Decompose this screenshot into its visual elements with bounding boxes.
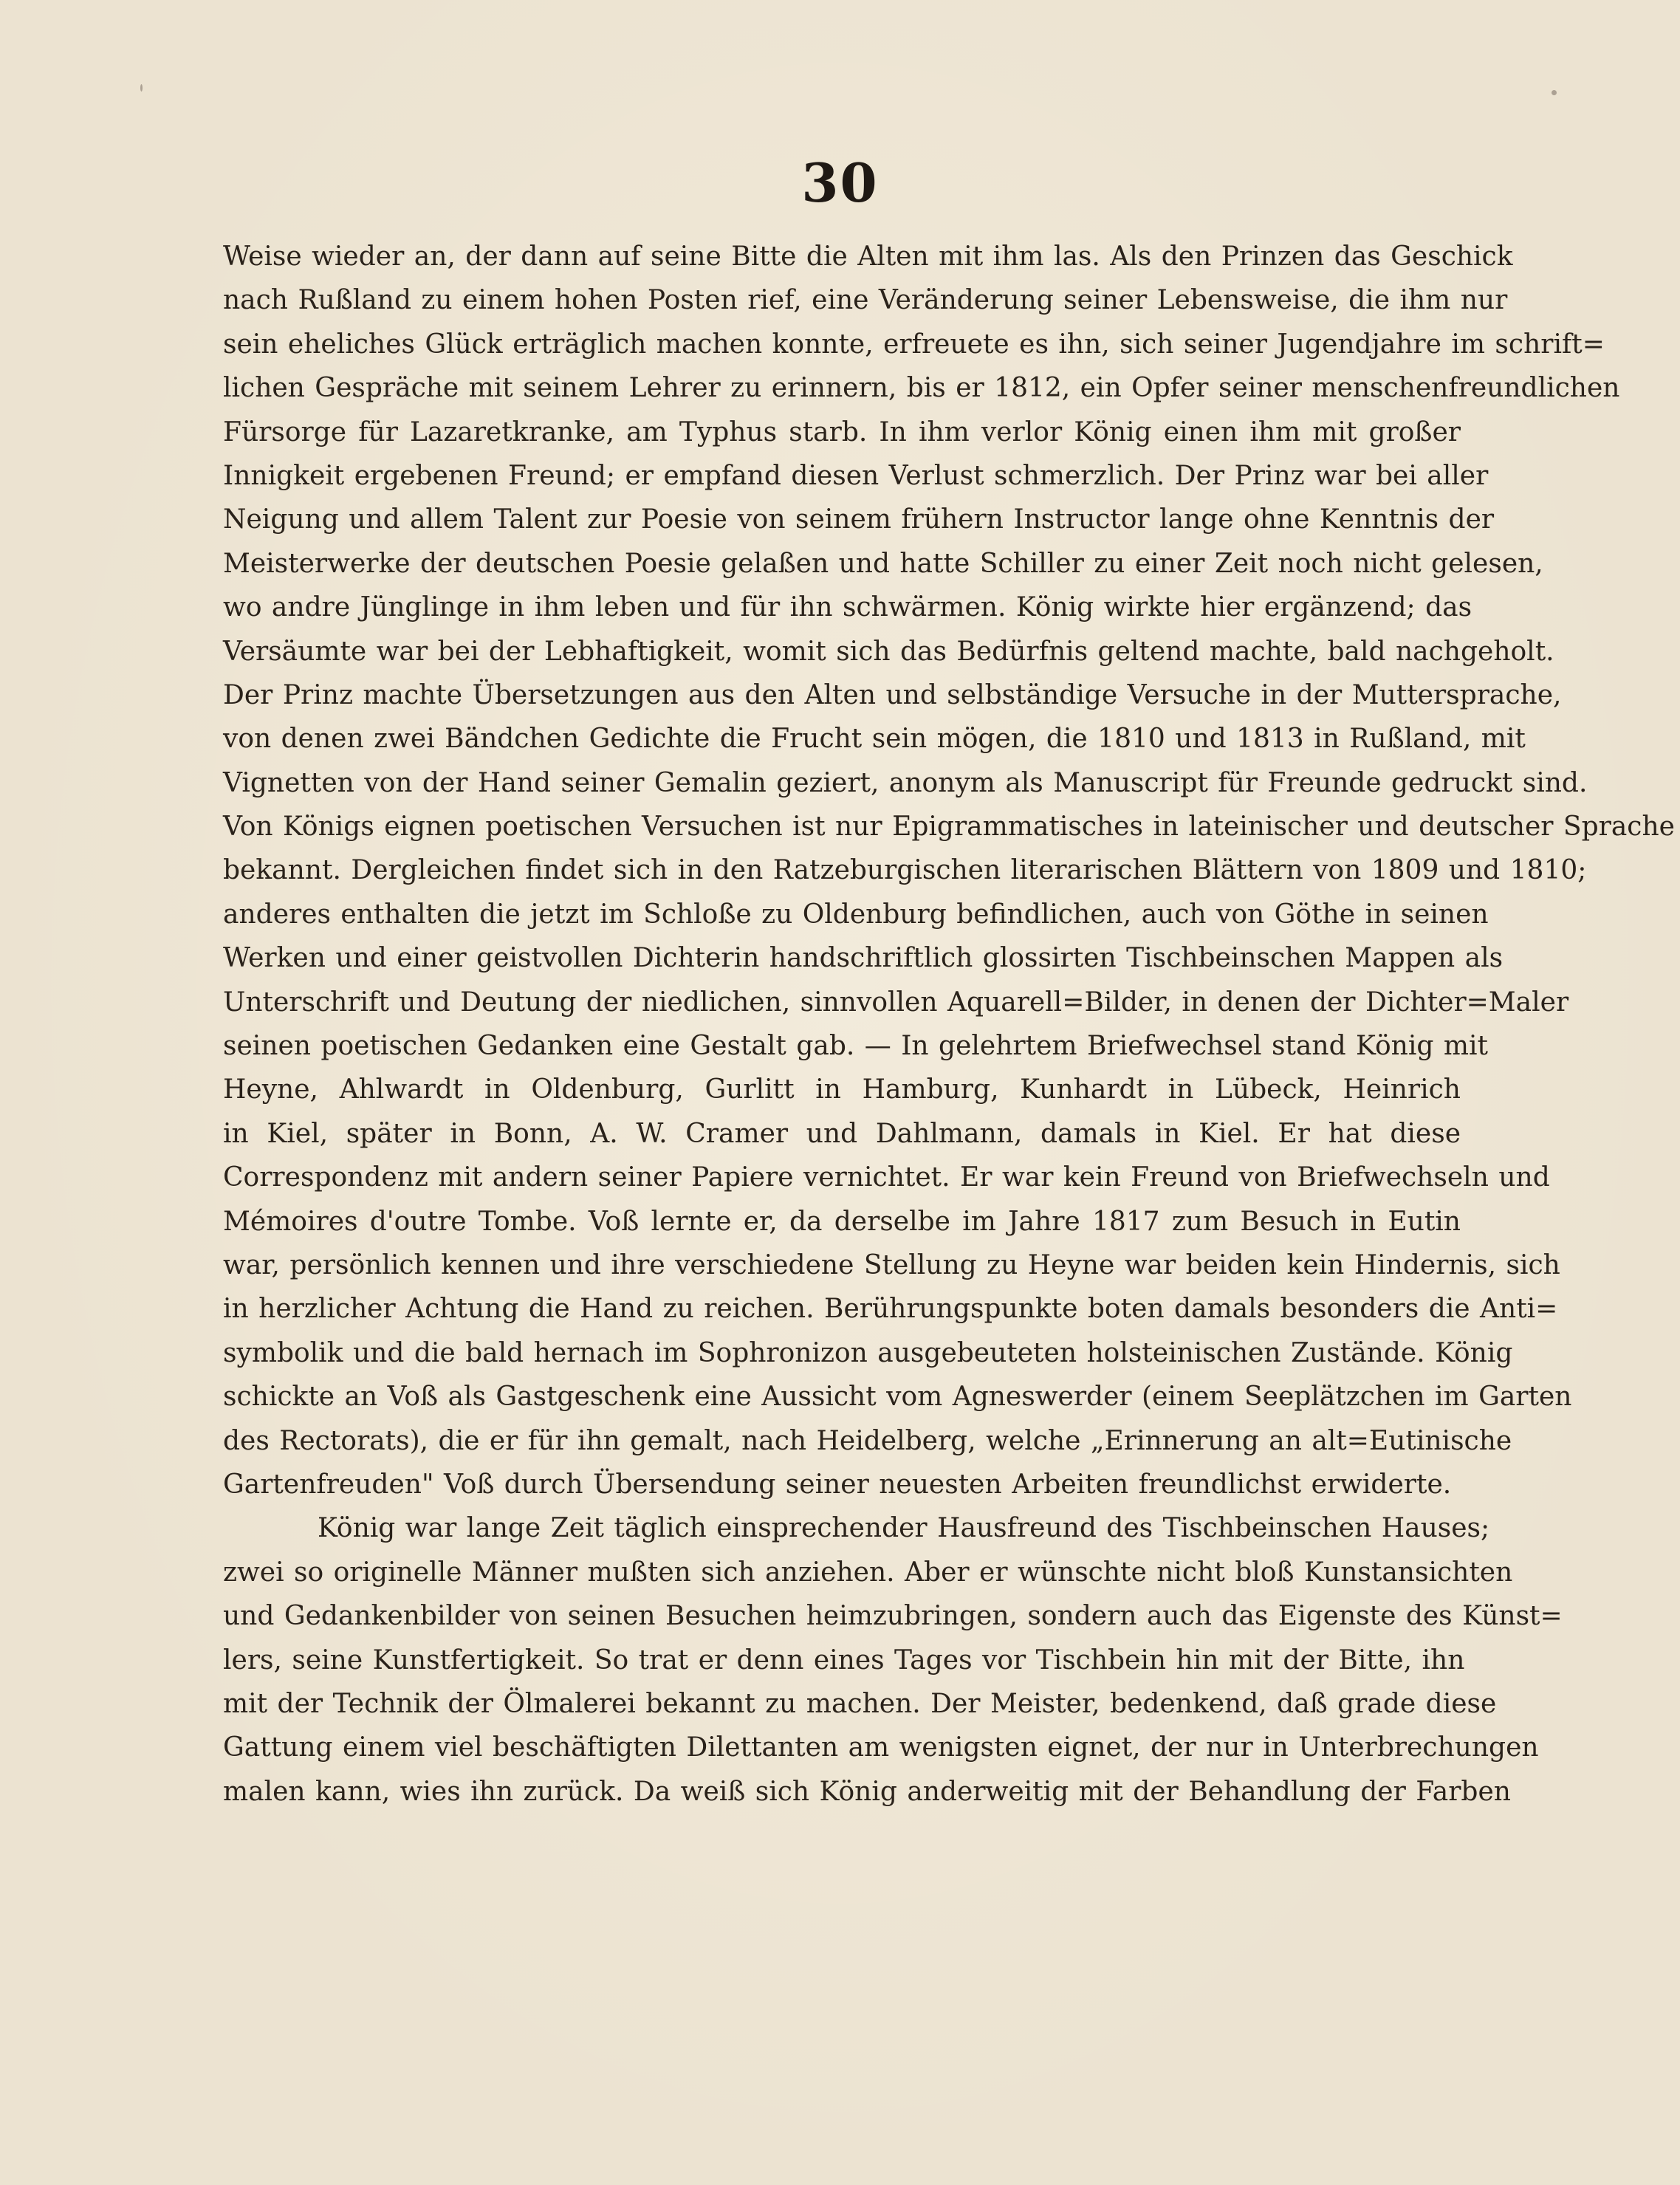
text-line: Neigung und allem Talent zur Poesie von seinem frühern Instructor lange ohne Kenntnis der (223, 504, 1495, 535)
text-line: seinen poetischen Gedanken eine Gestalt gab. — In gelehrtem Briefwechsel stand König mit (223, 1031, 1488, 1062)
text-line: anderes enthalten die jetzt im Schloße zu Oldenburg befindlichen, auch von Göthe in seinen (223, 899, 1489, 930)
paragraph (223, 1506, 1563, 1814)
text-line: Meisterwerke der deutschen Poesie gelaßen und hatte Schiller zu einer Zeit noch nicht gelesen, (223, 548, 1543, 579)
text-line: Heyne, Ahlwardt in Oldenburg, Gurlitt in Hamburg, Kunhardt in Lübeck, Heinrich (223, 1074, 1461, 1105)
text-line: bekannt. Dergleichen findet sich in den Ratzeburgischen literarischen Blättern von 1809 und 1810; (223, 855, 1587, 886)
text-line: des Rectorats), die er für ihn gemalt, nach Heidelberg, welche „Erinnerung an alt=Eutinische (223, 1425, 1512, 1456)
text-line: lers, seine Kunstfertigkeit. So trat er denn eines Tages vor Tischbein hin mit der Bitte, ihn (223, 1644, 1465, 1675)
text-line: Gattung einem viel beschäftigten Dilettanten am wenigsten eignet, der nur in Unterbrechungen (223, 1732, 1539, 1763)
text-line: Fürsorge für Lazaretkranke, am Typhus starb. In ihm verlor König einen ihm mit großer (223, 416, 1461, 447)
text-line: Innigkeit ergebenen Freund; er empfand diesen Verlust schmerzlich. Der Prinz war bei aller (223, 460, 1489, 491)
text-line: Der Prinz machte Übersetzungen aus den Alten und selbständige Versuche in der Muttersprache, (223, 679, 1562, 710)
text-line: Correspondenz mit andern seiner Papiere vernichtet. Er war kein Freund von Briefwechseln und (223, 1162, 1550, 1193)
text-line: sein eheliches Glück erträglich machen konnte, erfreuete es ihn, sich seiner Jugendjahre im schrift= (223, 329, 1605, 360)
text-line: von denen zwei Bändchen Gedichte die Frucht sein mögen, die 1810 und 1813 in Rußland, mit (223, 724, 1526, 755)
text-line: mit der Technik der Ölmalerei bekannt zu machen. Der Meister, bedenkend, daß grade diese (223, 1688, 1497, 1719)
text-line: Weise wieder an, der dann auf seine Bitte die Alten mit ihm las. Als den Prinzen das Geschick (223, 241, 1513, 272)
page-number: 30 (801, 151, 879, 214)
text-line: lichen Gespräche mit seinem Lehrer zu erinnern, bis er 1812, ein Opfer seiner menschenfreundlichen (223, 373, 1620, 404)
text-line: Unterschrift und Deutung der niedlichen, sinnvollen Aquarell=Bilder, in denen der Dichter=Maler (223, 987, 1569, 1018)
text-line: König war lange Zeit täglich einsprechender Hausfreund des Tischbeinschen Hauses; (318, 1513, 1490, 1544)
text-line: Mémoires d'outre Tombe. Voß lernte er, da derselbe im Jahre 1817 zum Besuch in Eutin (223, 1206, 1461, 1237)
paper-speck (140, 84, 143, 92)
text-line: nach Rußland zu einem hohen Posten rief, eine Veränderung seiner Lebensweise, die ihm nur (223, 285, 1508, 316)
text-line: Von Königs eignen poetischen Versuchen ist nur Epigrammatisches in lateinischer und deutscher Sprache (223, 812, 1675, 843)
text-line: symbolik und die bald hernach im Sophronizon ausgebeuteten holsteinischen Zustände. König (223, 1337, 1513, 1368)
text-line: malen kann, wies ihn zurück. Da weiß sich König anderweitig mit der Behandlung der Farben (223, 1776, 1511, 1807)
text-line: war, persönlich kennen und ihre verschiedene Stellung zu Heyne war beiden kein Hindernis, sich (223, 1249, 1560, 1280)
body-text (223, 235, 1675, 1814)
text-line: in herzlicher Achtung die Hand zu reichen. Berührungspunkte boten damals besonders die Anti= (223, 1294, 1558, 1325)
text-line: Werken und einer geistvollen Dichterin handschriftlich glossirten Tischbeinschen Mappen als (223, 943, 1504, 974)
text-line: und Gedankenbilder von seinen Besuchen heimzubringen, sondern auch das Eigenste des Künst= (223, 1601, 1563, 1632)
text-line: Gartenfreuden" Voß durch Übersendung seiner neuesten Arbeiten freundlichst erwiderte. (223, 1469, 1452, 1500)
paragraph (223, 235, 1675, 1506)
text-line: Versäumte war bei der Lebhaftigkeit, womit sich das Bedürfnis geltend machte, bald nachgeholt. (223, 636, 1554, 667)
text-line: wo andre Jünglinge in ihm leben und für ihn schwärmen. König wirkte hier ergänzend; das (223, 592, 1472, 623)
paper-speck (1552, 90, 1557, 95)
text-line: schickte an Voß als Gastgeschenk eine Aussicht vom Agneswerder (einem Seeplätzchen im Garten (223, 1382, 1572, 1413)
text-line: zwei so originelle Männer mußten sich anziehen. Aber er wünschte nicht bloß Kunstansichten (223, 1557, 1513, 1588)
text-line: Vignetten von der Hand seiner Gemalin geziert, anonym als Manuscript für Freunde gedruckt sind. (223, 767, 1588, 798)
text-line: in Kiel, später in Bonn, A. W. Cramer und Dahlmann, damals in Kiel. Er hat diese (223, 1118, 1461, 1149)
